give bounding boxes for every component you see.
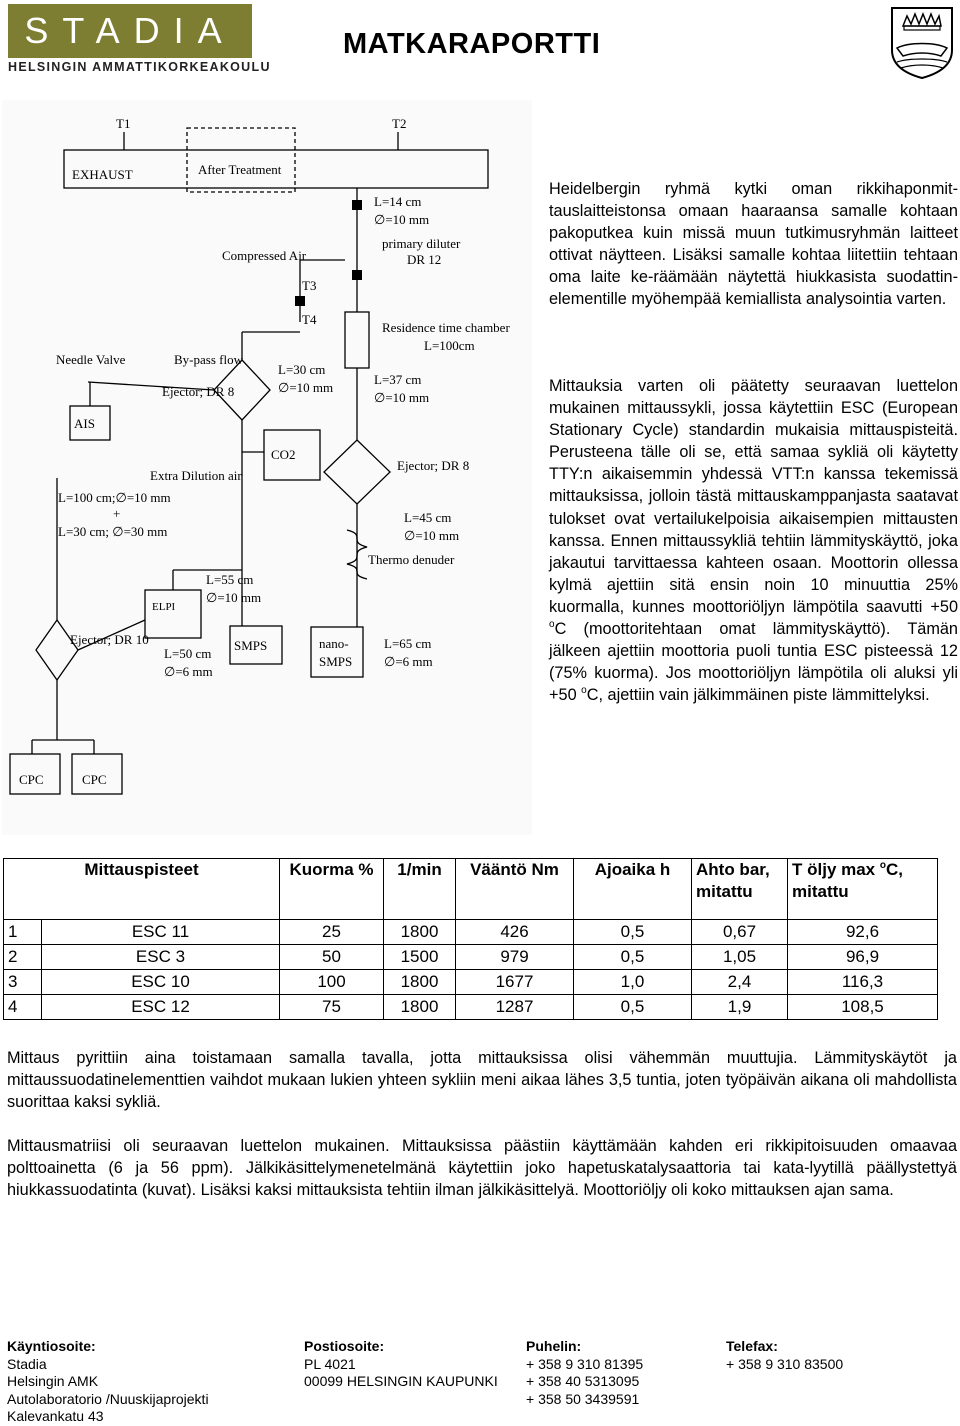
cell: 0,67	[692, 920, 788, 945]
label-co2: CO2	[271, 447, 296, 462]
label-extra-dilution: Extra Dilution air	[150, 468, 242, 483]
cell: 979	[456, 945, 574, 970]
label-t4: T4	[302, 312, 317, 327]
cell: 426	[456, 920, 574, 945]
p2-part-c: C, ajettiin vain jälkimmäinen piste lämmittelyksi.	[586, 686, 930, 705]
cell: 0,5	[574, 995, 692, 1020]
label-d10c: ∅=10 mm	[374, 390, 430, 405]
label-ejector-10: Ejector; DR 10	[70, 632, 149, 647]
logo-word: STADIA	[24, 10, 236, 51]
label-l14: L=14 cm	[374, 194, 422, 209]
cell: 1800	[384, 995, 456, 1020]
label-l65: L=65 cm	[384, 636, 432, 651]
label-bypass: By-pass flow	[174, 352, 243, 367]
header-ajoaika: Ajoaika h	[574, 859, 692, 920]
cell: ESC 12	[42, 995, 280, 1020]
footer-line: 00099 HELSINGIN KAUPUNKI	[304, 1373, 498, 1389]
label-d10e: ∅=10 mm	[206, 590, 262, 605]
label-primary-diluter: primary diluter	[382, 236, 461, 251]
cell: ESC 10	[42, 970, 280, 995]
label-exhaust: EXHAUST	[72, 167, 133, 182]
cell: 4	[4, 995, 42, 1020]
paragraph-matrix: Mittausmatriisi oli seuraavan luettelon mukainen. Mittauksissa päästiin käyttämään kahden eri rikkipitoisuuden omaavaa polttoainetta (6 ja 56 ppm). Jälkikäsittelymenetelmänä käytettiin joko hapetuskatalysaattoria tai kata-lyytillä päällystettyä hiukkassuodatinta (kuvat). Lisäksi kaksi mittauksista tehtiin ilman jälkikäsittelyä. Moottoriöljy oli koko mittauksen ajan sama.	[7, 1137, 957, 1200]
label-l30: L=30 cm	[278, 362, 326, 377]
header-t-oljy-label: T öljy max	[792, 860, 880, 879]
paragraph-repeatability: Mittaus pyrittiin aina toistamaan samalla tavalla, jotta mittauksissa olisi vähemmän muuttujia. Lämmityskäytöt ja mittaussuodatinelementtien vaihdot mukaan lukien yhteen sykliin meni aikaa lähes 3,5 tuntia, joten työpäivän aikana oli mahdollista suorittaa kaksi sykliä.	[7, 1049, 957, 1112]
degree-sign-1: o	[549, 619, 555, 631]
label-dr12: DR 12	[407, 252, 442, 267]
label-d10a: ∅=10 mm	[374, 212, 430, 227]
footer-fax	[726, 1338, 843, 1373]
stadia-logo	[8, 4, 271, 76]
degree-sign-2: o	[581, 685, 587, 697]
label-d10b: ∅=10 mm	[278, 380, 334, 395]
label-t3: T3	[302, 278, 317, 293]
cell: 92,6	[788, 920, 938, 945]
footer-line: Stadia	[7, 1355, 47, 1372]
cell: 2	[4, 945, 42, 970]
cell: 75	[280, 995, 384, 1020]
label-cpc-2: CPC	[82, 772, 107, 787]
header-ahto: Ahto bar, mitattu	[692, 859, 788, 920]
cell: ESC 3	[42, 945, 280, 970]
label-t2: T2	[392, 116, 407, 131]
label-residence: Residence time chamber	[382, 320, 510, 335]
header-rpm: 1/min	[384, 859, 456, 920]
cell: 1,0	[574, 970, 692, 995]
label-l50: L=50 cm	[164, 646, 212, 661]
table-row	[4, 970, 938, 995]
cell: 1800	[384, 920, 456, 945]
paragraph-measurement-cycle	[549, 375, 958, 706]
label-plus: +	[113, 506, 121, 521]
header-kuorma: Kuorma %	[280, 859, 384, 920]
cell: 3	[4, 970, 42, 995]
label-after-treatment: After Treatment	[198, 162, 282, 177]
cell: 50	[280, 945, 384, 970]
footer-line: Autolaboratorio /Nuuskijaprojekti	[7, 1390, 209, 1407]
label-l100b: L=100 cm;∅=10 mm	[58, 490, 171, 505]
cell: 25	[280, 920, 384, 945]
label-d6b: ∅=6 mm	[164, 664, 213, 679]
cell: 96,9	[788, 945, 938, 970]
label-l30b: L=30 cm; ∅=30 mm	[58, 524, 168, 539]
footer-phone-label: Puhelin:	[526, 1338, 582, 1354]
label-thermo: Thermo denuder	[368, 552, 455, 567]
footer-line: + 358 9 310 81395	[526, 1355, 644, 1372]
label-l55: L=55 cm	[206, 572, 254, 587]
label-elpi: ELPI	[152, 601, 176, 613]
label-l100: L=100cm	[424, 338, 475, 353]
label-compressed-air: Compressed Air	[222, 248, 307, 263]
footer-line: Helsingin AMK	[7, 1373, 99, 1389]
cell: 1677	[456, 970, 574, 995]
table-row	[4, 920, 938, 945]
footer-line: + 358 40 5313095	[526, 1373, 640, 1389]
label-needle-valve: Needle Valve	[56, 352, 126, 367]
header-vaanto: Vääntö Nm	[456, 859, 574, 920]
p2-part-a: Mittauksia varten oli päätetty seuraavan luettelon mukainen mittaussykli, jossa käytettiin ESC (European Stationary Cycle) standardin mukaisia mittauspisteitä. Perusteena tälle oli se, että samaa sykliä oli käytetty TTY:n aikaisemmin yhdessä VTT:n kanssa tekemissä mittauksissa, jolloin tästä mittauskamppanjasta saatavat tulokset ovat vertailukelpoisia aikaisempien mittausten kanssa. Ennen mittaussykliä tehtiin lämmityskäyttö, joka jakautui tarvittaessa kahteen osaan. Moottorin ollessa kylmä ajettiin sitä ensin noin 10 minuuttia 25% kuormalla, kunnes moottoriöljyn lämpötila saavutti +50	[549, 377, 958, 616]
label-l37: L=37 cm	[374, 372, 422, 387]
footer-phone	[526, 1338, 643, 1408]
table-header-row	[4, 859, 938, 920]
footer-visit-address	[7, 1338, 209, 1426]
label-smps: SMPS	[234, 638, 268, 653]
label-nano2: SMPS	[319, 654, 353, 669]
cell: 1500	[384, 945, 456, 970]
cell: 1287	[456, 995, 574, 1020]
cell: 1,9	[692, 995, 788, 1020]
table-row	[4, 945, 938, 970]
label-ejector-8a: Ejector; DR 8	[162, 384, 235, 399]
label-ais: AIS	[74, 416, 95, 431]
table-row	[4, 995, 938, 1020]
cell: 108,5	[788, 995, 938, 1020]
header-t-oljy	[788, 859, 938, 920]
cell: 0,5	[574, 945, 692, 970]
label-d6a: ∅=6 mm	[384, 654, 433, 669]
p2-part-b: C (moottoritehtaan omat lämmityskäyttö). Tämän jälkeen ajettiin moottoria puoli tuntia ESC pisteessä 12 (75% kuorma). Jos moottoriöljyn lämpötila oli aluksi yli +50	[549, 620, 958, 705]
header-degree-sign: o	[879, 860, 886, 871]
footer-post-label: Postiosoite:	[304, 1338, 385, 1354]
footer-line: + 358 50 3439591	[526, 1390, 640, 1407]
cell: 2,4	[692, 970, 788, 995]
logo-subtitle: HELSINGIN AMMATTIKORKEAKOULU	[8, 60, 271, 74]
cell: 0,5	[574, 920, 692, 945]
cell: 1800	[384, 970, 456, 995]
page-title: MATKARAPORTTI	[343, 28, 601, 60]
measurement-points-table	[3, 858, 938, 1020]
footer-post-address	[304, 1338, 498, 1391]
coat-of-arms-icon	[889, 4, 955, 80]
footer-line: Kalevankatu 43	[7, 1408, 104, 1424]
label-cpc-1: CPC	[19, 772, 44, 787]
cell: ESC 11	[42, 920, 280, 945]
label-l45: L=45 cm	[404, 510, 452, 525]
cell: 100	[280, 970, 384, 995]
header-mittauspisteet: Mittauspisteet	[4, 859, 280, 920]
label-ejector-8b: Ejector; DR 8	[397, 458, 470, 473]
measurement-setup-diagram	[2, 100, 532, 835]
footer-fax-label: Telefax:	[726, 1338, 778, 1354]
footer-line: PL 4021	[304, 1355, 356, 1372]
footer-visit-label: Käyntiosoite:	[7, 1338, 96, 1354]
cell: 1,05	[692, 945, 788, 970]
label-nano1: nano-	[319, 636, 349, 651]
header-t-oljy-tail: C, mitattu	[792, 860, 903, 901]
cell: 1	[4, 920, 42, 945]
paragraph-heidelberg: Heidelbergin ryhmä kytki oman rikkihaponmit-tauslaitteistonsa omaan haaraansa samalle kohtaan pakoputkea kuin missä muun tutkimusryhmän laitteet ottivat näytteen. Lisäksi samalle kohtaa liitettiin tehtaan oma laite ke-räämään näytettä hiukkasista suodattin-elementille myöhempää kemiallista analysointia varten.	[549, 180, 958, 309]
label-d10d: ∅=10 mm	[404, 528, 460, 543]
footer-line: + 358 9 310 83500	[726, 1355, 844, 1372]
cell: 116,3	[788, 970, 938, 995]
label-t1: T1	[116, 116, 131, 131]
